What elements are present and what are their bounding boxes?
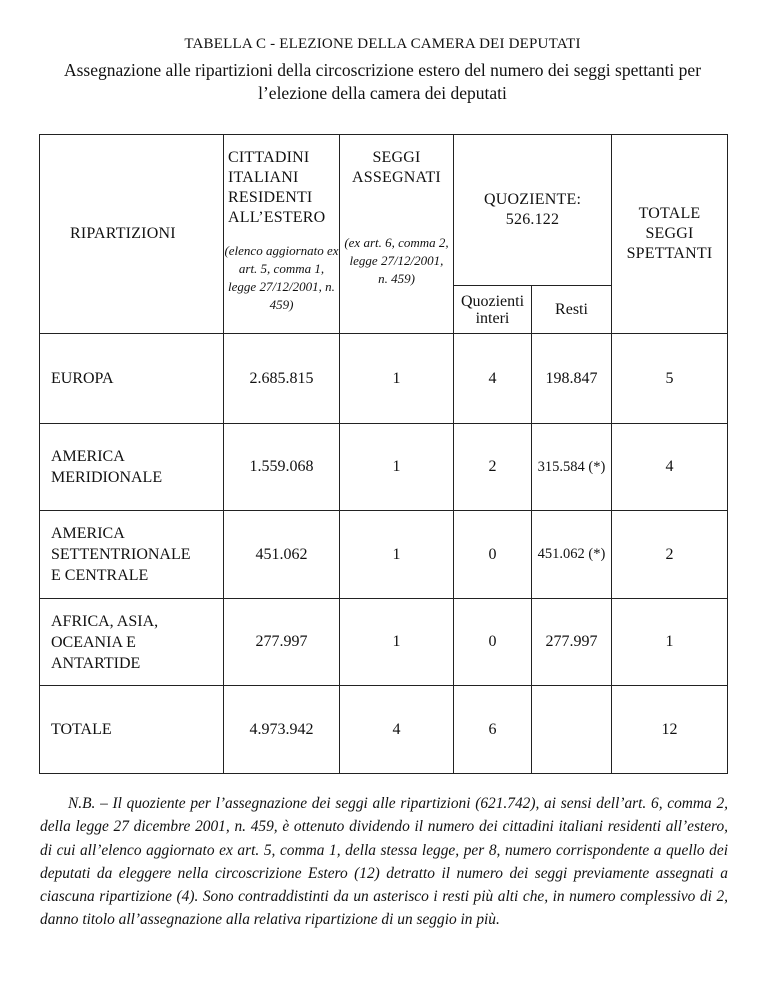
cell-ripartizione: AFRICA, ASIA, OCEANIA E ANTARTIDE (40, 599, 224, 686)
cell-cittadini: 277.997 (224, 599, 340, 686)
header-totale: TOTALE SEGGI SPETTANTI (612, 135, 728, 334)
page-subtitle: Assegnazione alle ripartizioni della circoscrizione estero del numero dei seggi spettanti per l’elezione della camera dei deputati (63, 60, 702, 103)
cell-totale: 4 (612, 424, 728, 511)
table-row (40, 511, 728, 599)
cell-totale: 5 (612, 334, 728, 424)
footnote-nb: N.B. – Il quoziente per l’assegnazione dei seggi alle ripartizioni (621.742), ai sensi dell’art. 6, comma 2, della legge 27 dicembre 2001, n. 459, è ottenuto dividendo il numero dei cittadini italiani residenti all’estero, di cui all’elenco aggiornato ex art. 5, comma 1, della stessa legge, per 8, numero corrispondente a quello dei deputati da eleggere nella circoscrizione Estero (12) detratto il numero dei seggi previamente assegnati a ciascuna ripartizione (4). Sono contraddistinti da un asterisco i resti più alti che, in numero complessivo di 2, danno titolo all’assegnazione alla relativa ripartizione di un seggio in più. (40, 795, 728, 929)
header-seggi-title: SEGGI ASSEGNATI (352, 149, 441, 186)
cell-ripartizione: AMERICA MERIDIONALE (40, 424, 224, 511)
table-row (40, 334, 728, 424)
header-quozienti-interi: Quozienti interi (454, 286, 532, 334)
cell-ripartizione: AMERICA SETTENTRIONALE E CENTRALE (40, 511, 224, 599)
cell-total-totale: 12 (612, 686, 728, 774)
table-total-row (40, 686, 728, 774)
cell-resti: 198.847 (532, 334, 612, 424)
cell-total-cittadini: 4.973.942 (224, 686, 340, 774)
cell-resti: 277.997 (532, 599, 612, 686)
cell-totale: 2 (612, 511, 728, 599)
cell-seggi: 1 (340, 599, 454, 686)
page-title: TABELLA C - ELEZIONE DELLA CAMERA DEI DEPUTATI (184, 36, 581, 52)
cell-total-resti (532, 686, 612, 774)
table-header-row (40, 135, 728, 286)
cell-quozienti: 4 (454, 334, 532, 424)
header-cittadini-note: (elenco aggiornato ex art. 5, comma 1, legge 27/12/2001, n. 459) (224, 243, 339, 312)
cell-seggi: 1 (340, 511, 454, 599)
header-resti: Resti (532, 286, 612, 334)
table-row (40, 599, 728, 686)
header-seggi-note: (ex art. 6, comma 2, legge 27/12/2001, n. 459) (344, 235, 449, 286)
cell-cittadini: 2.685.815 (224, 334, 340, 424)
header-cittadini (224, 135, 340, 334)
cell-totale: 1 (612, 599, 728, 686)
header-cittadini-title: CITTADINI ITALIANI RESIDENTI ALL’ESTERO (228, 149, 326, 226)
header-ripartizioni: RIPARTIZIONI (40, 135, 224, 334)
cell-quozienti: 0 (454, 599, 532, 686)
cell-quozienti: 0 (454, 511, 532, 599)
seats-table (39, 134, 728, 774)
header-quoziente: QUOZIENTE: 526.122 (454, 135, 612, 286)
cell-quozienti: 2 (454, 424, 532, 511)
cell-resti: 315.584 (*) (532, 424, 612, 511)
cell-resti: 451.062 (*) (532, 511, 612, 599)
cell-seggi: 1 (340, 424, 454, 511)
cell-ripartizione: EUROPA (40, 334, 224, 424)
cell-seggi: 1 (340, 334, 454, 424)
table-row (40, 424, 728, 511)
cell-total-seggi: 4 (340, 686, 454, 774)
cell-cittadini: 1.559.068 (224, 424, 340, 511)
header-seggi (340, 135, 454, 334)
cell-cittadini: 451.062 (224, 511, 340, 599)
cell-total-label: TOTALE (40, 686, 224, 774)
cell-total-quozienti: 6 (454, 686, 532, 774)
